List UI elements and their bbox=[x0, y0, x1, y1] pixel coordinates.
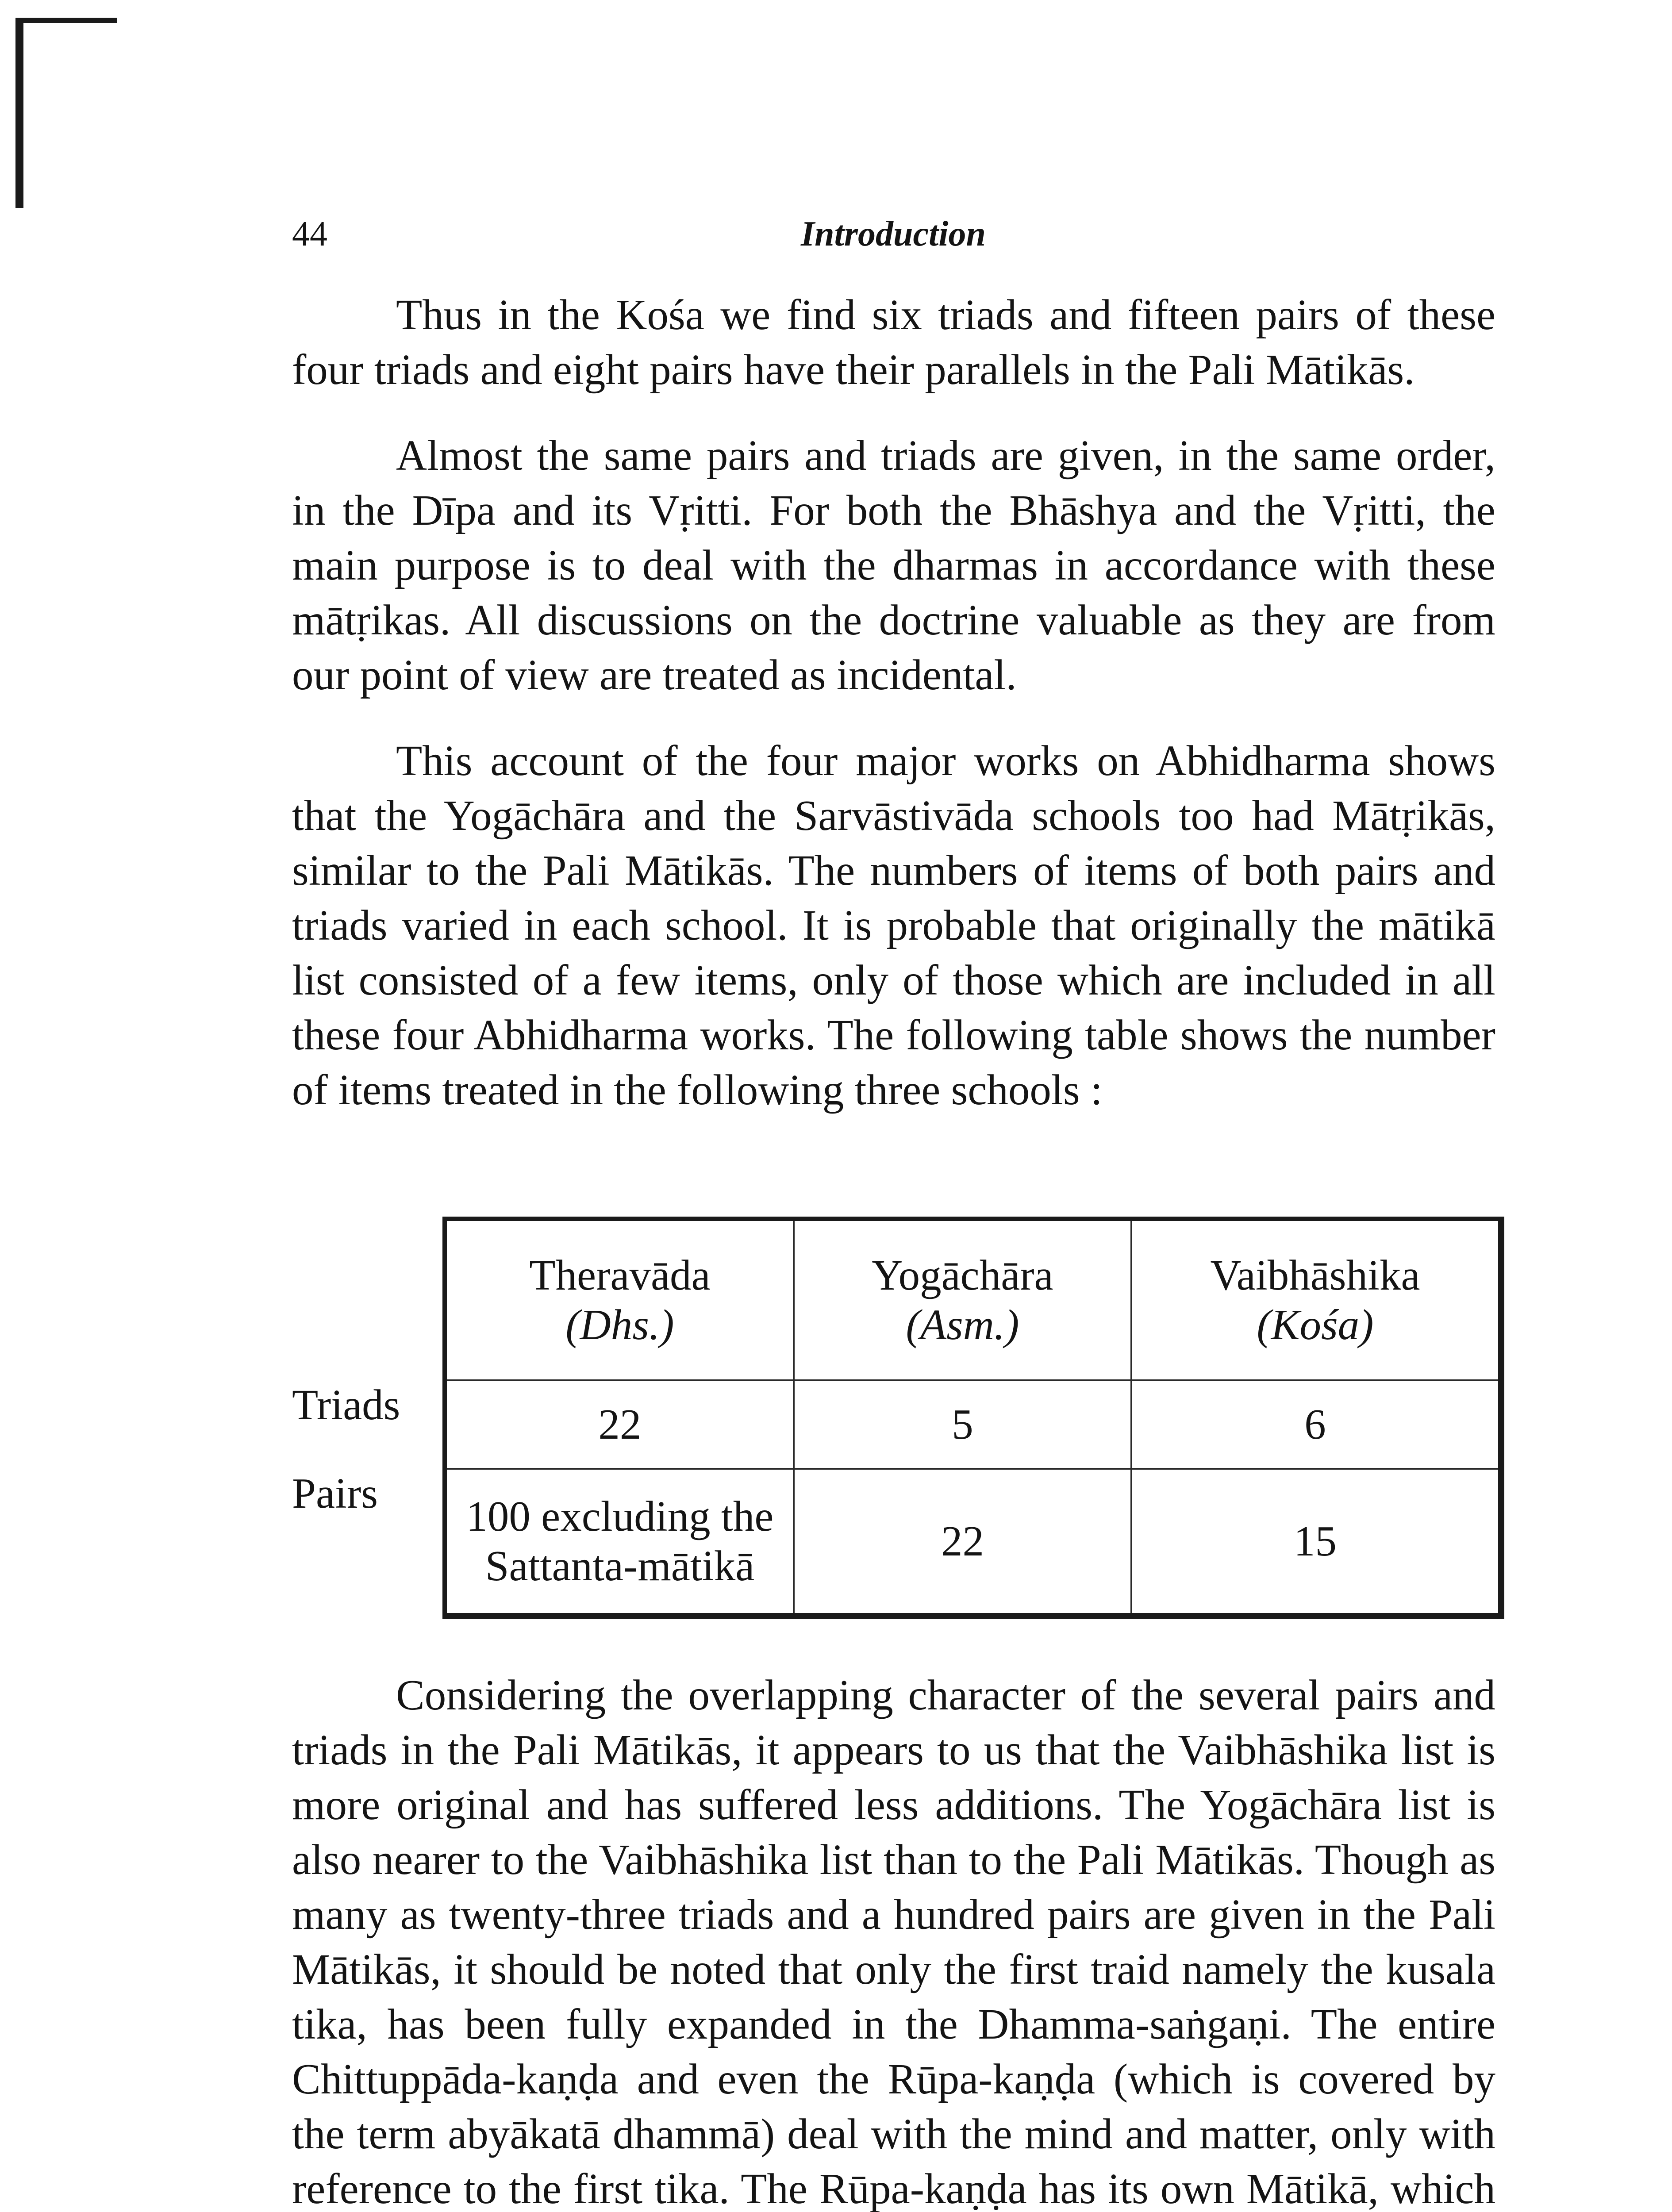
table-row-pairs bbox=[447, 1469, 1498, 1613]
school-text: (Asm.) bbox=[906, 1301, 1019, 1348]
running-title: Introduction bbox=[801, 215, 986, 253]
header-theravada bbox=[447, 1221, 794, 1380]
table-cell: 5 bbox=[794, 1380, 1131, 1469]
body-text-top bbox=[292, 288, 1495, 1118]
school-text: (Dhs.) bbox=[565, 1301, 674, 1348]
table-row-triads bbox=[447, 1380, 1498, 1469]
school-name: Yogāchāra bbox=[872, 1252, 1053, 1299]
table-cell: 6 bbox=[1131, 1380, 1498, 1469]
schools-comparison-table bbox=[442, 1217, 1504, 1619]
header-vaibhashika bbox=[1131, 1221, 1498, 1380]
table-cell: 22 bbox=[447, 1380, 794, 1469]
top-left-scan-mark bbox=[15, 18, 23, 208]
school-text: (Kośa) bbox=[1257, 1301, 1374, 1348]
cell-line: Sattanta-mātikā bbox=[485, 1542, 755, 1590]
row-label-triads: Triads bbox=[292, 1381, 400, 1429]
row-label-pairs: Pairs bbox=[292, 1470, 378, 1517]
table-cell bbox=[447, 1469, 794, 1613]
school-name: Vaibhāshika bbox=[1210, 1252, 1420, 1299]
paragraph: Considering the overlapping character of the several pairs and triads in the Pali Mātikās, it appears to us that the Vaibhāshika list is more original and has suffered less additions. The Yogāchāra list is also nearer to the Vaibhāshika list than to the Pali Mātikās. Though as many as twenty-three triads and a hundred pairs are given in the Pali Mātikās, it should be noted that only the first traid namely the kusala tika, has been fully expanded in the Dhamma-saṅgaṇi. The entire Chittuppāda-kaṇḍa and even the Rūpa-kaṇḍa (which is covered by the term abyākatā dhammā) deal with the mind and matter, only with reference to the first tika. The Rūpa-kaṇḍa has its own Mātikā, which bbox=[292, 1671, 1495, 2212]
body-text-bottom bbox=[292, 1668, 1495, 2212]
table-cell: 22 bbox=[794, 1469, 1131, 1613]
paragraph: Thus in the Kośa we find six triads and fifteen pairs of these four triads and eight pairs have their parallels in the Pali Mātikās. bbox=[292, 291, 1495, 393]
table-cell: 15 bbox=[1131, 1469, 1498, 1613]
paragraph: Almost the same pairs and triads are given, in the same order, in the Dīpa and its Vṛitti. For both the Bhāshya and the Vṛitti, the main purpose is to deal with the dharmas in accordance with these mātṛikas. All discussions on the doctrine valuable as they are from our point of view are treated as incidental. bbox=[292, 432, 1495, 699]
header-yogachara bbox=[794, 1221, 1131, 1380]
table-header-row bbox=[447, 1221, 1498, 1380]
cell-line: 100 excluding the bbox=[466, 1493, 774, 1540]
top-left-scan-mark-horizontal bbox=[15, 18, 117, 23]
running-head bbox=[0, 214, 1672, 254]
page-number: 44 bbox=[292, 215, 327, 253]
school-name: Theravāda bbox=[529, 1252, 711, 1299]
paragraph: This account of the four major works on Abhidharma shows that the Yogāchāra and the Sarvāstivāda schools too had Mātṛikās, similar to the Pali Mātikās. The numbers of items of both pairs and triads varied in each school. It is probable that originally the mātikā list consisted of a few items, only of those which are included in all these four Abhidharma works. The following table shows the number of items treated in the following three schools : bbox=[292, 737, 1495, 1114]
